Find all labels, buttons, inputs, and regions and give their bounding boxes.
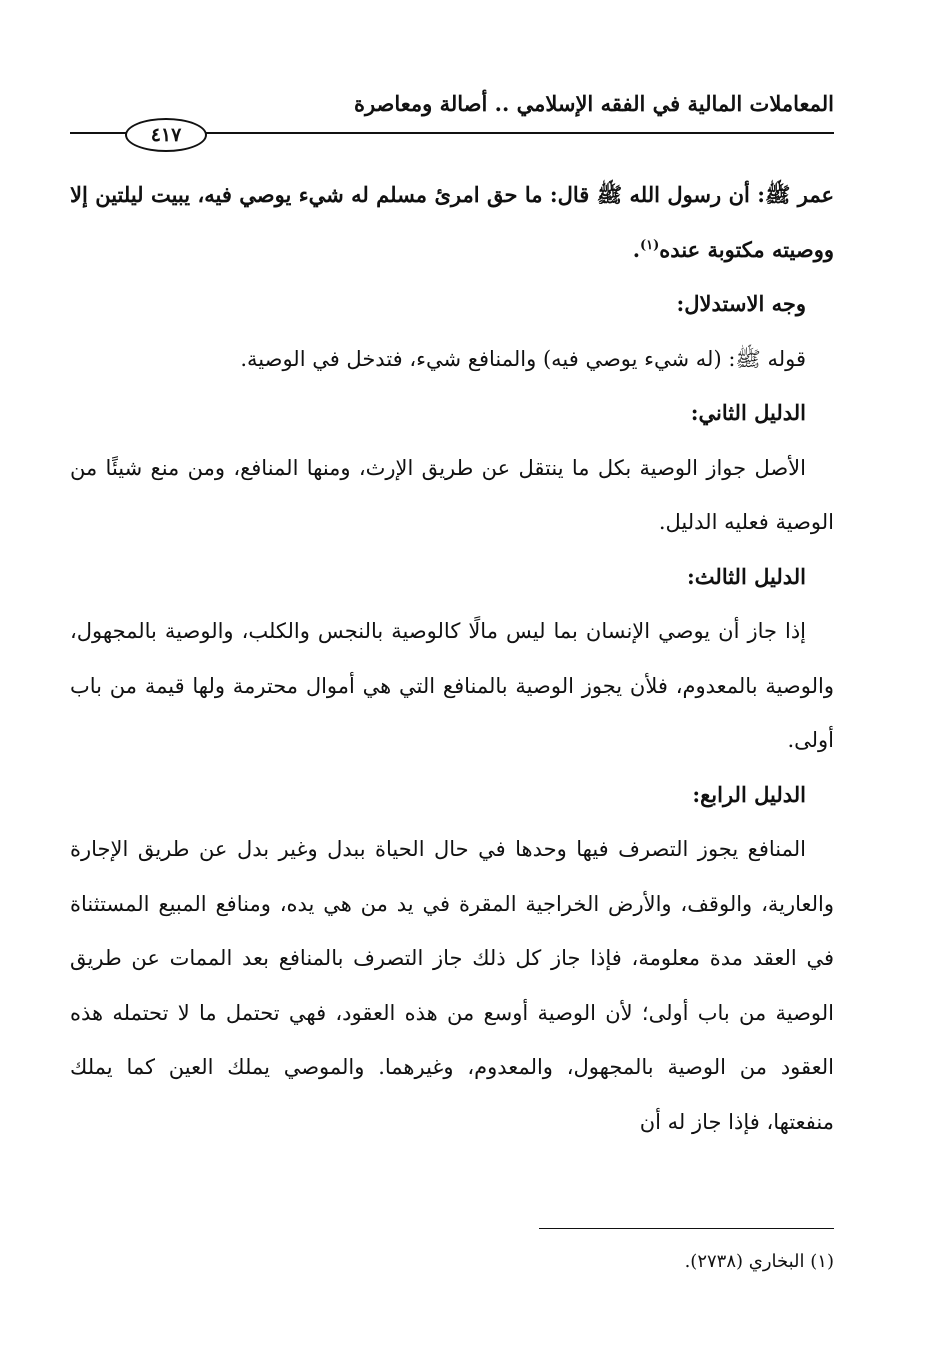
paragraph — [70, 822, 834, 1149]
paragraph — [70, 441, 834, 550]
page-number: ٤١٧ — [125, 118, 207, 152]
paragraph-hadith — [70, 168, 834, 277]
paragraph-text: المنافع يجوز التصرف فيها وحدها في حال الحياة ببدل وغير بدل عن طريق الإجارة والعارية، والوقف، والأرض الخراجية المقرة في يد من هي يده، ومنافع المبيع المستثناة في العقد مدة معلومة، فإذا جاز كل ذلك جاز التصرف بالمنافع بعد الممات عن طريق الوصية من باب أولى؛ لأن الوصية أوسع من هذه العقود، فهي تحتمل ما لا تحتمله هذه العقود من الوصية بالمجهول، والمعدوم، وغيرهما. والموصي يملك العين كما يملك منفعتها، فإذا جاز له أن — [70, 837, 834, 1134]
section-heading: الدليل الثالث: — [687, 563, 806, 589]
body-text — [70, 168, 834, 1149]
paragraph-text: قوله ﷺ: (له شيء يوصي فيه) والمنافع شيء، فتدخل في الوصية. — [240, 346, 806, 371]
paragraph-text: الأصل جواز الوصية بكل ما ينتقل عن طريق الإرث، ومنها المنافع، ومن منع شيئًا من الوصية فعليه الدليل. — [70, 455, 834, 534]
paragraph — [70, 332, 834, 387]
paragraph-text: عمر ﷺ: أن رسول الله ﷺ قال: ما حق امرئ مسلم له شيء يوصي فيه، يبيت ليلتين إلا ووصيته مكتوبة عنده — [70, 182, 834, 262]
section-heading: وجه الاستدلال: — [676, 291, 806, 316]
section-heading: الدليل الرابع: — [692, 781, 806, 807]
paragraph-text: إذا جاز أن يوصي الإنسان بما ليس مالًا كالوصية بالنجس والكلب، والوصية بالمجهول، والوصية بالمعدوم، فلأن يجوز الوصية بالمنافع التي هي أموال محترمة ولها قيمة من باب أولى. — [70, 619, 834, 752]
running-title: المعاملات المالية في الفقه الإسلامي .. أصالة ومعاصرة — [353, 91, 834, 116]
page-header — [70, 84, 834, 154]
footnote-separator — [539, 1228, 834, 1229]
paragraph — [70, 604, 834, 768]
paragraph-tail: . — [632, 236, 640, 262]
footnote: (١) البخاري (٢٧٣٨). — [684, 1251, 834, 1272]
footnote-reference: (١) — [640, 237, 660, 253]
section-heading: الدليل الثاني: — [690, 400, 806, 425]
